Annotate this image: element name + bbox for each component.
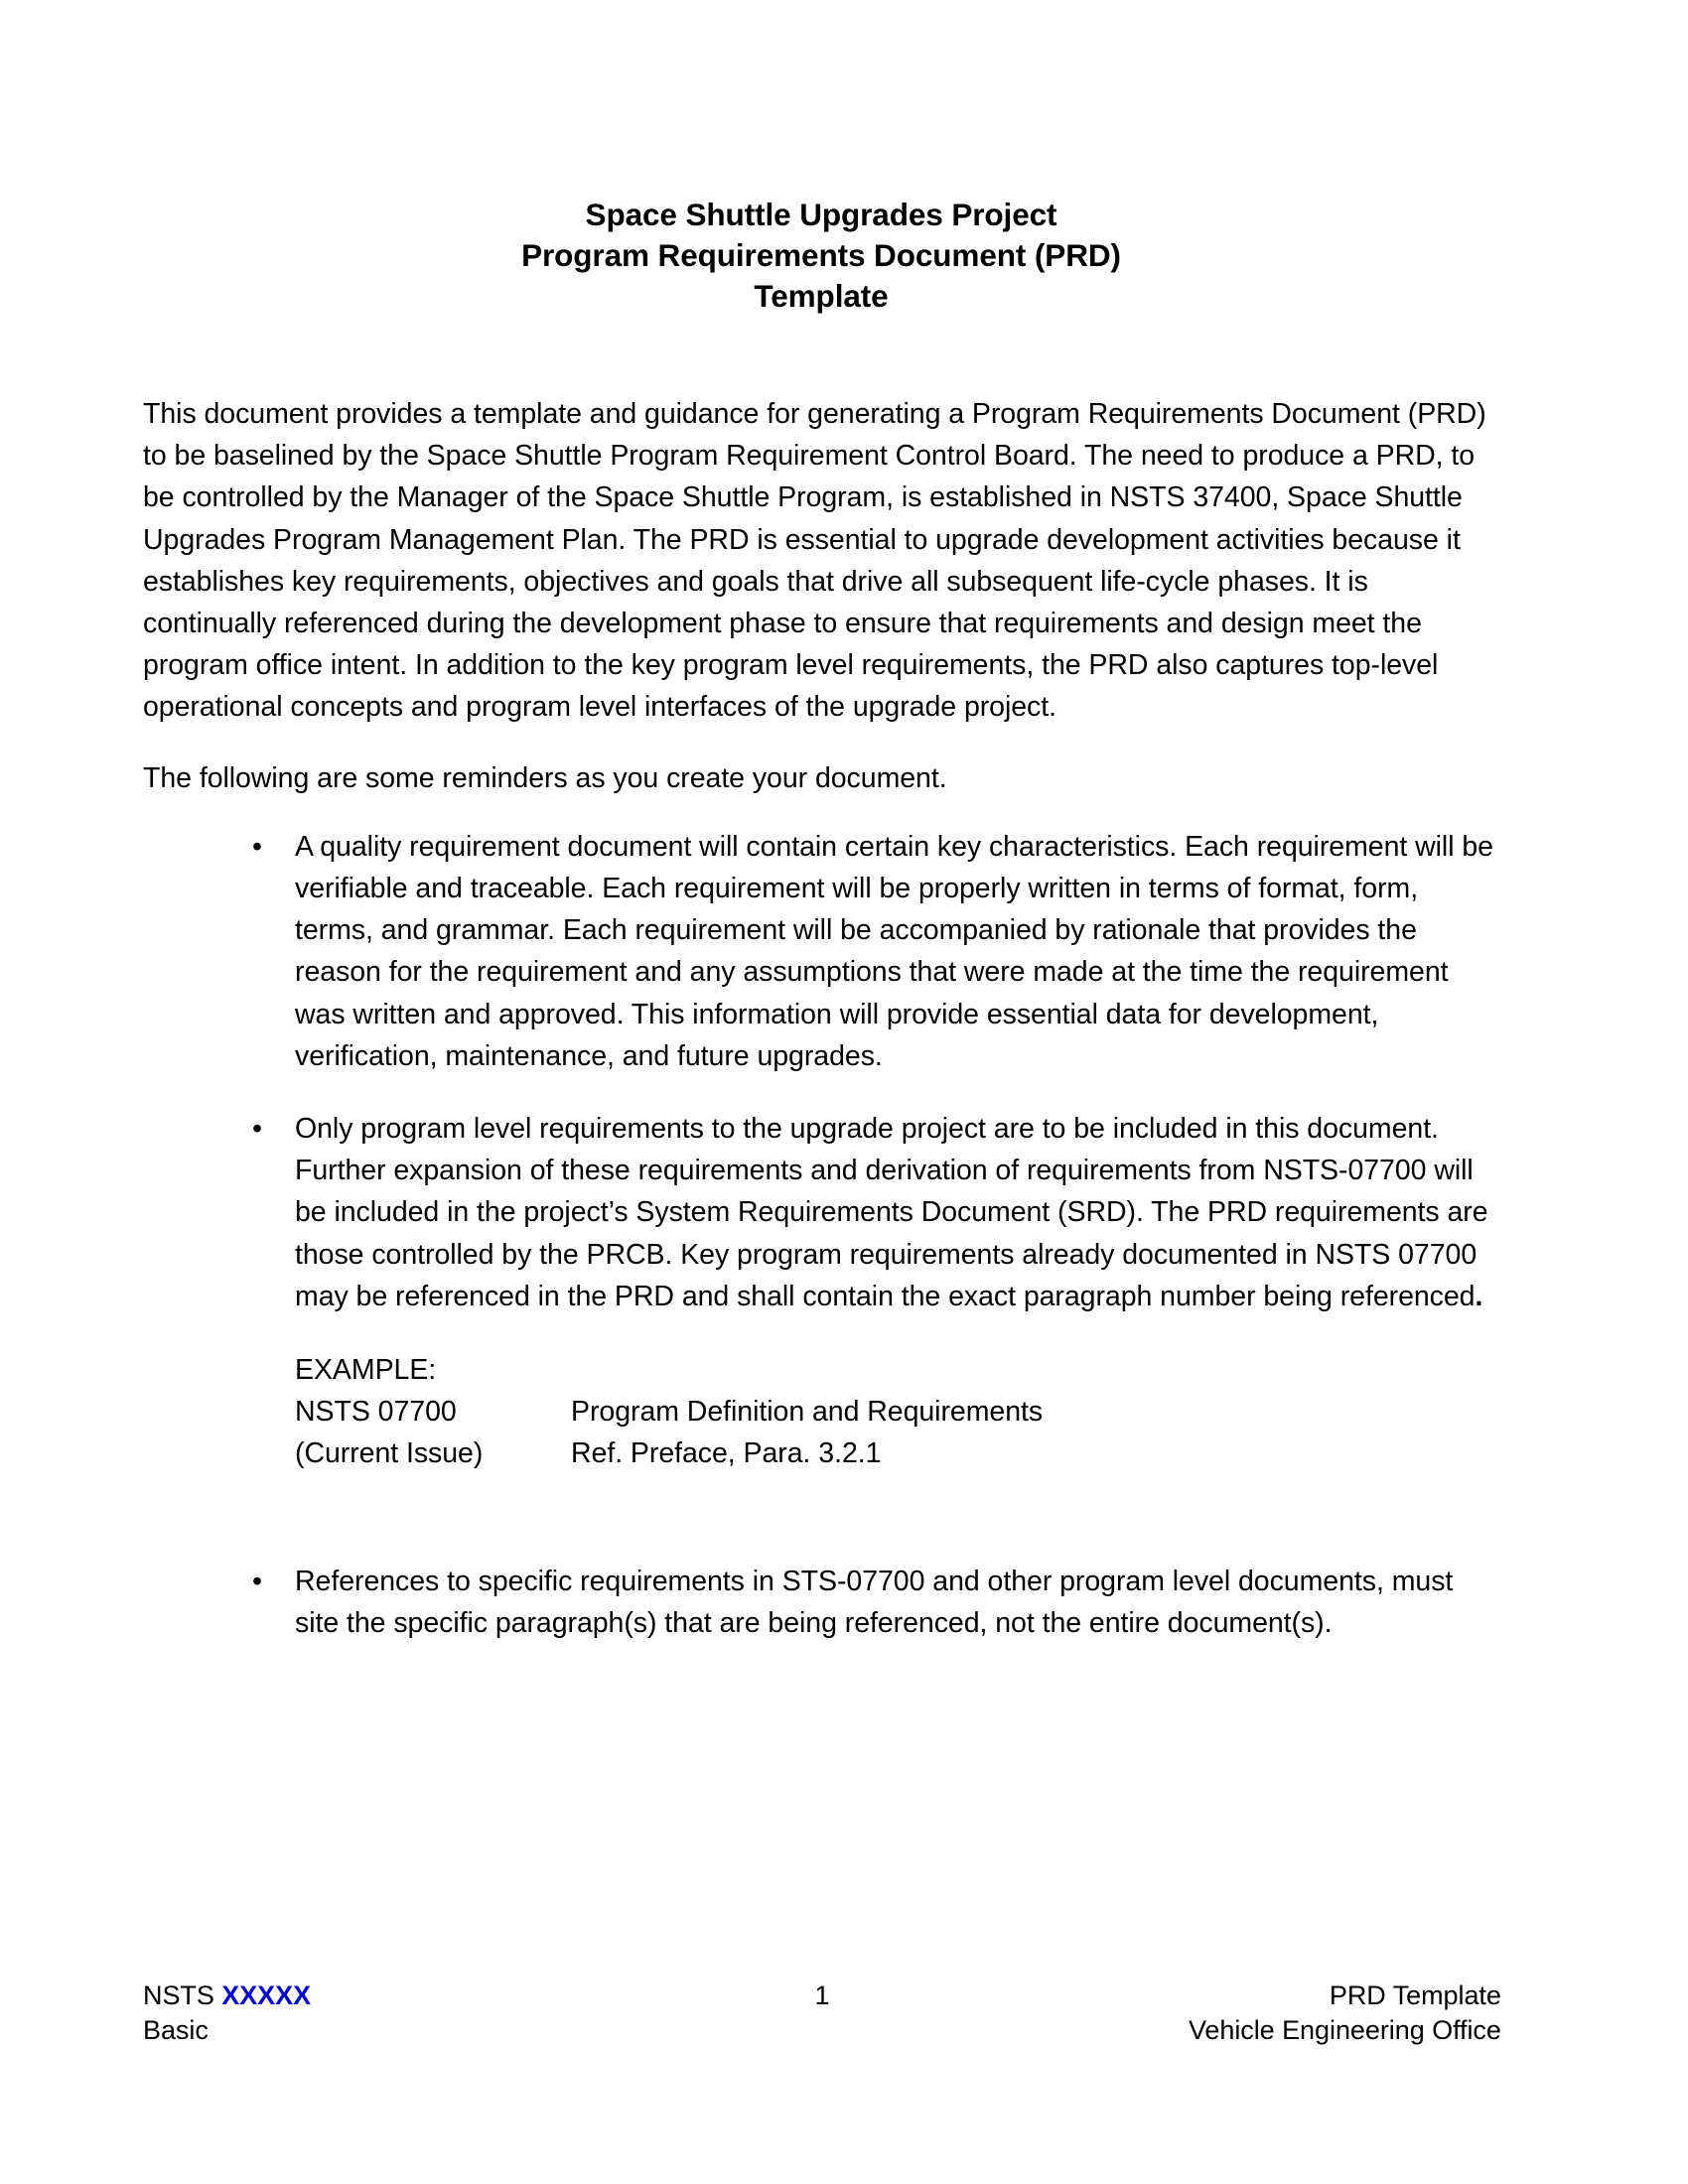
example-row-left: NSTS 07700	[295, 1396, 457, 1429]
example-list-item	[143, 1349, 1501, 1475]
footer-document-id	[143, 1979, 596, 2013]
paragraph-spacer	[143, 729, 1501, 757]
footer-doc-number: XXXXX	[221, 1980, 312, 2010]
list-item	[143, 1561, 1501, 1644]
list-item	[143, 826, 1501, 1077]
list-item-text: Only program level requirements to the upgrade project are to be included in this document. Further expansion of these requirements and derivation of requirements from NSTS-07700 will be included in the project’s System Requirements Document (SRD). The PRD requirements are those controlled by the PRCB. Key program requirements already documented in NSTS 07700 may be referenced in the PRD and shall contain the exact paragraph number being referenced	[295, 1113, 1488, 1312]
list-item-spacer	[143, 1317, 1501, 1349]
footer-doc-prefix: NSTS	[143, 1980, 222, 2010]
title-line-2: Program Requirements Document (PRD)	[521, 237, 1121, 273]
list-item-text: References to specific requirements in STS-07700 and other program level documents, must site the specific paragraph(s) that are being referenced, not the entire document(s).	[295, 1565, 1454, 1639]
page-footer	[143, 1979, 1501, 2048]
title-line-1: Space Shuttle Upgrades Project	[585, 197, 1057, 232]
document-title	[143, 195, 1499, 317]
bullet-icon: •	[252, 1113, 262, 1146]
footer-title: PRD Template	[1329, 1980, 1501, 2010]
document-body	[143, 393, 1501, 1644]
footer-revision: Basic	[143, 2015, 209, 2045]
example-row-right: Ref. Preface, Para. 3.2.1	[571, 1437, 882, 1470]
footer-row-1	[143, 1979, 1501, 2013]
example-row-right: Program Definition and Requirements	[571, 1396, 1044, 1429]
list-item-trailing-period: .	[1475, 1280, 1483, 1312]
reminders-lead-in: The following are some reminders as you create your document.	[143, 761, 947, 794]
footer-office: Vehicle Engineering Office	[1188, 2015, 1501, 2045]
list-item-spacer	[143, 1475, 1501, 1561]
list-spacer	[143, 799, 1501, 826]
bullet-icon: •	[252, 830, 262, 863]
title-line-3: Template	[754, 278, 889, 314]
list-item-text: A quality requirement document will contain certain key characteristics. Each requirement will be verifiable and traceable. Each requirement will be properly written in terms of format, form, terms, and grammar. Each requirement will be accompanied by rationale that provides the reason for the requirement and any assumptions that were made at the time the requirement was written and approved. This information will provide essential data for development, verification, maintenance, and future upgrades.	[295, 830, 1493, 1072]
example-row	[295, 1391, 1501, 1433]
intro-paragraph: This document provides a template and guidance for generating a Program Requirements Document (PRD) to be baselined by the Space Shuttle Program Requirement Control Board. The need to produce a PRD, to be controlled by the Manager of the Space Shuttle Program, is established in NSTS 37400, Space Shuttle Upgrades Program Management Plan. The PRD is essential to upgrade development activities because it establishes key requirements, objectives and goals that drive all subsequent life-cycle phases. It is continually referenced during the development phase to ensure that requirements and design meet the program office intent. In addition to the key program level requirements, the PRD also captures top-level operational concepts and program level interfaces of the upgrade project.	[143, 398, 1486, 724]
example-heading: EXAMPLE:	[295, 1354, 437, 1387]
example-row-left: (Current Issue)	[295, 1437, 484, 1470]
example-block	[295, 1349, 1501, 1475]
list-item-spacer	[143, 1077, 1501, 1108]
footer-page-number: 1	[814, 1980, 830, 2010]
example-row	[295, 1433, 1501, 1474]
list-item	[143, 1108, 1501, 1317]
reminders-list	[143, 826, 1501, 1644]
bullet-icon: •	[252, 1565, 262, 1597]
footer-row-2	[143, 2013, 1501, 2048]
